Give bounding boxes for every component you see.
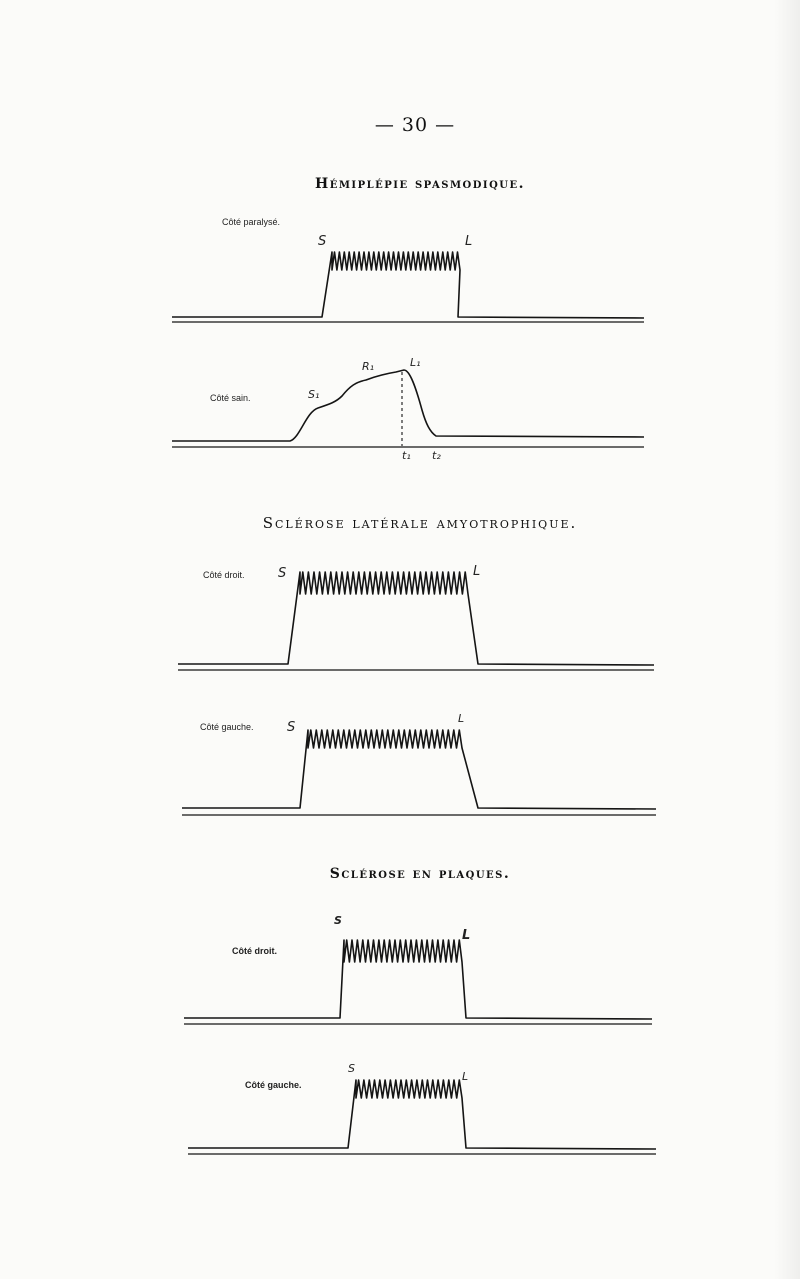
label-cote-sain: Côté sain. [210,393,251,403]
mark-l1: L₁ [410,356,421,369]
section-title-sclerose-laterale: Sclérose latérale amyotrophique. [262,514,578,532]
trace-hemiplegie-paralyse [172,252,644,318]
mark-l: L [465,234,473,249]
page-number: — 30 — [374,114,456,136]
label-cote-droit-2: Côté droit. [203,570,245,580]
mark-s: S [318,234,327,249]
label-cote-gauche-3: Côté gauche. [245,1080,302,1090]
trace-plaques-gauche [188,1080,656,1149]
mark-s-3a: S [334,914,342,927]
label-cote-gauche-2: Côté gauche. [200,722,254,732]
mark-r1: R₁ [362,360,375,373]
trace-sla-droit [178,572,654,665]
mark-s-2b: S [287,720,296,735]
trace-plaques-droit [184,940,652,1019]
section-title-sclerose-plaques: Sclérose en plaques. [329,866,511,882]
section-title-hemiplegie: Hémiplépie spasmodique. [314,176,525,192]
mark-l-2a: L [473,564,481,579]
mark-l-3a: L [462,928,471,943]
mark-s-3b: S [348,1062,355,1075]
trace-hemiplegie-sain [172,370,644,441]
label-cote-droit-3: Côté droit. [232,946,277,956]
mark-t1: t₁ [402,449,411,462]
trace-sla-gauche [182,730,656,809]
mark-s-2a: S [278,566,287,581]
mark-t2: t₂ [432,449,441,462]
mark-l-3b: L [462,1070,469,1083]
mark-l-2b: L [458,712,465,725]
mark-s1: S₁ [308,388,320,401]
label-cote-paralyse: Côté paralysé. [222,217,281,227]
